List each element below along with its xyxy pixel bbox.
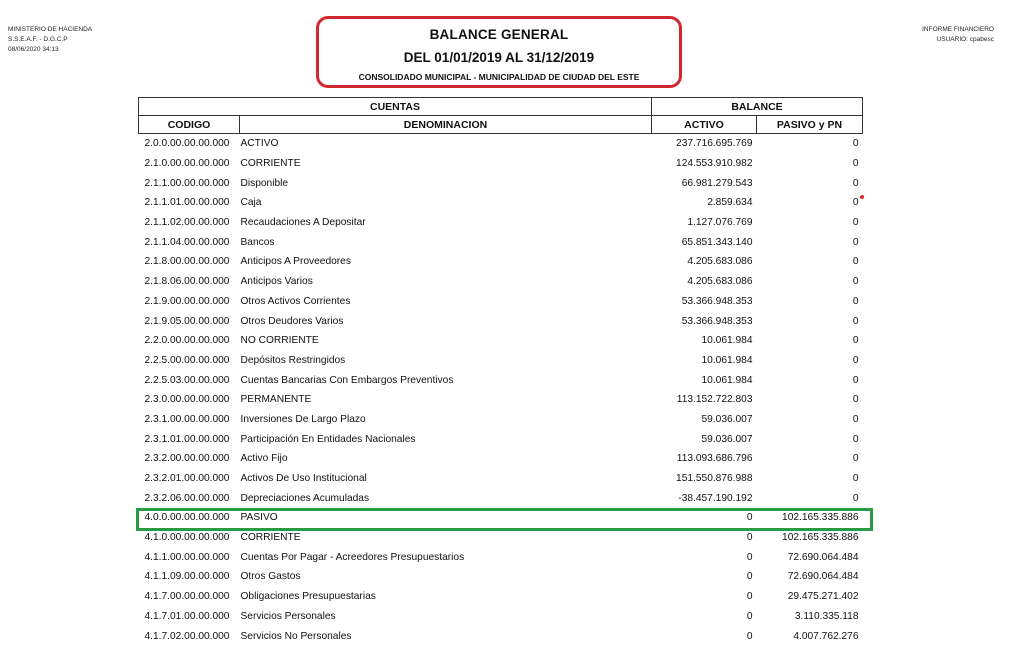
activo-value: -38.457.190.192 bbox=[678, 492, 753, 504]
pasivo-value: 29.475.271.402 bbox=[787, 591, 859, 603]
table-row bbox=[139, 213, 863, 233]
activo-value: 1.127.076.769 bbox=[687, 217, 753, 229]
table-row bbox=[139, 351, 863, 371]
title-box bbox=[316, 16, 682, 88]
table-row bbox=[139, 154, 863, 174]
account-code: 4.1.7.02.00.00.000 bbox=[144, 630, 230, 642]
pasivo-value: 0 bbox=[852, 158, 859, 170]
department-code: S.S.E.A.F. - D.G.C.P bbox=[8, 36, 68, 43]
header-codigo: CODIGO bbox=[139, 116, 240, 134]
activo-value: 65.851.343.140 bbox=[681, 236, 753, 248]
account-code: 2.1.9.05.00.00.000 bbox=[144, 315, 230, 327]
account-name: Cuentas Por Pagar - Acreedores Presupuestarios bbox=[240, 551, 465, 563]
report-type: INFORME FINANCIERO bbox=[922, 26, 994, 33]
pasivo-value: 102.165.335.886 bbox=[782, 532, 859, 544]
account-code: 4.1.7.00.00.00.000 bbox=[144, 591, 230, 603]
activo-value: 0 bbox=[746, 610, 753, 622]
account-name: ACTIVO bbox=[240, 138, 279, 150]
account-code: 4.1.0.00.00.00.000 bbox=[144, 532, 230, 544]
account-name: Cuentas Bancarias Con Embargos Preventivos bbox=[240, 374, 454, 386]
account-name: Bancos bbox=[240, 236, 275, 248]
activo-value: 59.036.007 bbox=[701, 413, 753, 425]
account-name: Servicios No Personales bbox=[240, 630, 352, 642]
ministry-name: MINISTERIO DE HACIENDA bbox=[8, 26, 93, 33]
account-code: 2.1.1.02.00.00.000 bbox=[144, 217, 230, 229]
account-code: 2.3.2.00.00.00.000 bbox=[144, 453, 230, 465]
activo-value: 66.981.279.543 bbox=[681, 177, 753, 189]
account-code: 2.3.2.01.00.00.000 bbox=[144, 473, 230, 485]
table-row bbox=[139, 134, 863, 154]
table-row bbox=[139, 252, 863, 272]
activo-value: 0 bbox=[746, 571, 753, 583]
account-name: Otros Gastos bbox=[240, 571, 301, 583]
table-row bbox=[139, 607, 863, 627]
activo-value: 113.093.686.796 bbox=[676, 453, 753, 465]
header-right bbox=[922, 25, 994, 45]
account-name: Anticipos Varios bbox=[240, 276, 313, 288]
account-code: 2.1.0.00.00.00.000 bbox=[144, 158, 230, 170]
table-row bbox=[139, 370, 863, 390]
table-row bbox=[139, 567, 863, 587]
account-name: Activos De Uso Institucional bbox=[240, 473, 367, 485]
account-code: 2.1.8.00.00.00.000 bbox=[144, 256, 230, 268]
account-name: Disponible bbox=[240, 177, 289, 189]
account-name: Caja bbox=[240, 197, 262, 209]
account-code: 2.1.1.01.00.00.000 bbox=[144, 197, 230, 209]
activo-value: 113.152.722.803 bbox=[676, 394, 753, 406]
table-row bbox=[139, 272, 863, 292]
account-code: 2.3.0.00.00.00.000 bbox=[144, 394, 230, 406]
table-body bbox=[139, 134, 863, 646]
pasivo-value: 0 bbox=[852, 276, 859, 288]
account-code: 2.0.0.00.00.00.000 bbox=[144, 138, 230, 150]
account-name: Depreciaciones Acumuladas bbox=[240, 492, 370, 504]
account-name: Depósitos Restringidos bbox=[240, 354, 346, 366]
report-title: BALANCE GENERAL bbox=[429, 27, 569, 42]
table-row bbox=[139, 232, 863, 252]
table-row bbox=[139, 547, 863, 567]
account-code: 2.2.0.00.00.00.000 bbox=[144, 335, 230, 347]
header-denominacion: DENOMINACION bbox=[240, 116, 652, 134]
header-activo: ACTIVO bbox=[652, 116, 757, 134]
activo-value: 151.550.876.988 bbox=[676, 473, 753, 485]
account-code: 2.3.1.01.00.00.000 bbox=[144, 433, 230, 445]
group-header-row bbox=[139, 98, 863, 116]
header-balance: BALANCE bbox=[652, 98, 863, 116]
pasivo-value: 0 bbox=[852, 217, 859, 229]
table-row bbox=[139, 429, 863, 449]
account-code: 4.1.1.00.00.00.000 bbox=[144, 551, 230, 563]
pasivo-value: 0 bbox=[852, 413, 859, 425]
activo-value: 10.061.984 bbox=[701, 354, 753, 366]
pasivo-value: 0 bbox=[852, 354, 859, 366]
activo-value: 53.366.948.353 bbox=[681, 295, 753, 307]
red-dot-mark bbox=[860, 195, 864, 199]
table-row bbox=[139, 390, 863, 410]
activo-value: 0 bbox=[746, 551, 753, 563]
pasivo-value: 3.110.335.118 bbox=[794, 610, 859, 622]
pasivo-value: 0 bbox=[852, 256, 859, 268]
user-label: USUARIO: cpabesc bbox=[936, 36, 994, 43]
header-pasivo: PASIVO y PN bbox=[757, 116, 863, 134]
pasivo-value: 0 bbox=[852, 138, 859, 150]
report-period: DEL 01/01/2019 AL 31/12/2019 bbox=[403, 50, 595, 65]
activo-value: 237.716.695.769 bbox=[676, 138, 753, 150]
account-name: Recaudaciones A Depositar bbox=[240, 217, 366, 229]
header-cuentas: CUENTAS bbox=[139, 98, 652, 116]
pasivo-value: 0 bbox=[852, 394, 859, 406]
activo-value: 2.859.634 bbox=[707, 197, 753, 209]
account-name: Anticipos A Proveedores bbox=[240, 256, 351, 268]
account-code: 2.1.9.00.00.00.000 bbox=[144, 295, 230, 307]
account-code: 4.1.7.01.00.00.000 bbox=[144, 610, 230, 622]
activo-value: 59.036.007 bbox=[701, 433, 753, 445]
table-row bbox=[139, 311, 863, 331]
table-row bbox=[139, 410, 863, 430]
pasivo-value: 0 bbox=[852, 295, 859, 307]
pasivo-value: 0 bbox=[852, 453, 859, 465]
activo-value: 0 bbox=[746, 532, 753, 544]
account-name: Activo Fijo bbox=[240, 453, 288, 465]
pasivo-value: 0 bbox=[852, 473, 859, 485]
account-name: Inversiones De Largo Plazo bbox=[240, 413, 366, 425]
pasivo-value: 0 bbox=[852, 335, 859, 347]
account-name: Servicios Personales bbox=[240, 610, 336, 622]
account-code: 2.2.5.03.00.00.000 bbox=[144, 374, 230, 386]
pasivo-value: 0 bbox=[852, 492, 859, 504]
table-row bbox=[139, 193, 863, 213]
pasivo-value: 4.007.762.276 bbox=[793, 630, 859, 642]
activo-value: 4.205.683.086 bbox=[687, 256, 753, 268]
table-row bbox=[139, 331, 863, 351]
account-name: Participación En Entidades Nacionales bbox=[240, 433, 416, 445]
table-row bbox=[139, 626, 863, 646]
table-row bbox=[139, 292, 863, 312]
pasivo-value: 0 bbox=[852, 236, 859, 248]
pasivo-value: 0 bbox=[852, 374, 859, 386]
header-left bbox=[8, 25, 92, 55]
account-name: PERMANENTE bbox=[240, 394, 312, 406]
account-code: 2.1.8.06.00.00.000 bbox=[144, 276, 230, 288]
account-code: 2.2.5.00.00.00.000 bbox=[144, 354, 230, 366]
account-name: CORRIENTE bbox=[240, 158, 301, 170]
pasivo-value: 102.165.335.886 bbox=[782, 512, 859, 524]
account-name: PASIVO bbox=[240, 512, 278, 524]
activo-value: 4.205.683.086 bbox=[687, 276, 753, 288]
pasivo-value: 72.690.064.484 bbox=[787, 551, 859, 563]
account-name: Otros Deudores Varios bbox=[240, 315, 344, 327]
account-code: 2.1.1.00.00.00.000 bbox=[144, 177, 230, 189]
account-code: 4.1.1.09.00.00.000 bbox=[144, 571, 230, 583]
account-name: Otros Activos Corrientes bbox=[240, 295, 351, 307]
pasivo-value: 72.690.064.484 bbox=[787, 571, 859, 583]
activo-value: 10.061.984 bbox=[701, 374, 753, 386]
pasivo-value: 0 bbox=[852, 433, 859, 445]
account-code: 4.0.0.00.00.00.000 bbox=[144, 512, 230, 524]
account-code: 2.3.1.00.00.00.000 bbox=[144, 413, 230, 425]
activo-value: 0 bbox=[746, 591, 753, 603]
activo-value: 0 bbox=[746, 512, 753, 524]
activo-value: 53.366.948.353 bbox=[681, 315, 753, 327]
table-row bbox=[139, 587, 863, 607]
activo-value: 0 bbox=[746, 630, 753, 642]
table-row bbox=[139, 449, 863, 469]
table-row bbox=[139, 488, 863, 508]
account-name: CORRIENTE bbox=[240, 532, 301, 544]
account-name: Obligaciones Presupuestarias bbox=[240, 591, 376, 603]
pasivo-value: 0 bbox=[852, 197, 859, 209]
balance-table bbox=[138, 97, 863, 646]
pasivo-value: 0 bbox=[852, 315, 859, 327]
pasivo-value: 0 bbox=[852, 177, 859, 189]
table-row bbox=[139, 469, 863, 489]
pasivo-highlight-box bbox=[136, 508, 873, 531]
activo-value: 10.061.984 bbox=[701, 335, 753, 347]
account-code: 2.1.1.04.00.00.000 bbox=[144, 236, 230, 248]
table-row bbox=[139, 173, 863, 193]
report-datetime: 08/06/2020 34:13 bbox=[8, 46, 59, 53]
account-code: 2.3.2.06.00.00.000 bbox=[144, 492, 230, 504]
activo-value: 124.553.910.982 bbox=[676, 158, 753, 170]
column-header-row bbox=[139, 116, 863, 134]
report-entity: CONSOLIDADO MUNICIPAL - MUNICIPALIDAD DE CIUDAD DEL ESTE bbox=[358, 72, 640, 82]
account-name: NO CORRIENTE bbox=[240, 335, 319, 347]
